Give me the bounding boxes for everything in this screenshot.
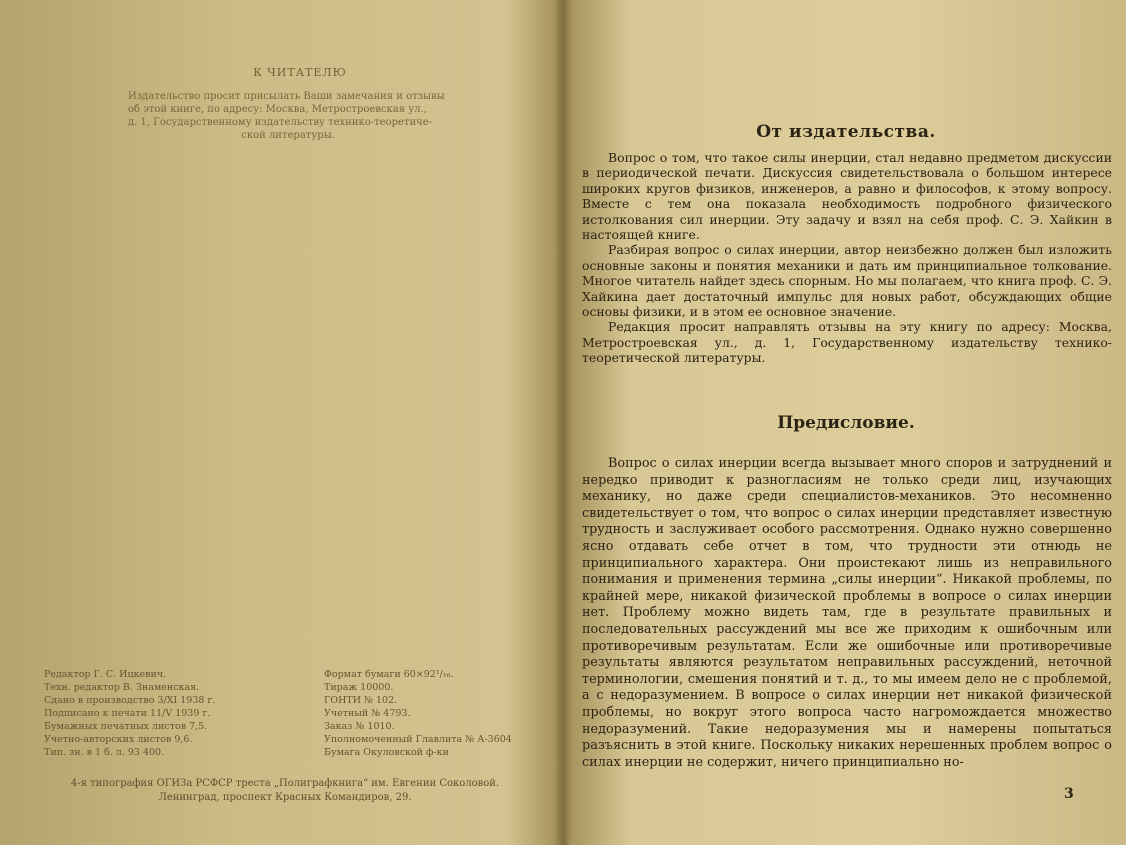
printer-info	[60, 777, 510, 805]
imprint-line: Тираж 10000.	[324, 682, 394, 693]
imprint-line: Учетный № 4793.	[324, 708, 411, 719]
imprint-line: Техн. редактор В. Знаменская.	[44, 682, 200, 693]
imprint-line: ГОНТИ № 102.	[324, 695, 398, 706]
imprint-line: Бумага Окуловской ф-ки	[324, 747, 449, 758]
publisher-paragraph: Вопрос о том, что такое силы инерции, стал недавно предметом дискуссии в периодической печати. Дискуссия свидетельствовала о большом интересе широких кругов физиков, инженеров, а равно и философов, к этому вопросу. Вместе с тем она показала необходимость подробного физического истолкования сил инерции. Эту задачу и взял на себя проф. С. Э. Хайкин в настоящей книге.	[582, 150, 1112, 243]
publisher-paragraph: Редакция просит направлять отзывы на эту книгу по адресу: Москва, Метростроевская ул., д. 1, Государственному издательству технико-теоретической литературы.	[582, 319, 1112, 366]
page-number: 3	[1064, 786, 1074, 802]
left-page	[0, 0, 553, 845]
imprint-line: Заказ № 1010.	[324, 721, 395, 732]
preface-title: Предисловие.	[777, 413, 915, 433]
publisher-note-title: От издательства.	[756, 122, 936, 142]
to-reader-heading: К ЧИТАТЕЛЮ	[253, 66, 347, 79]
imprint-line: Сдано в производство 3/XI 1938 г.	[44, 695, 216, 706]
note-line: ской литературы.	[241, 130, 335, 141]
printer-line: 4-я типография ОГИЗа РСФСР треста „Полиграфкнига“ им. Евгении Соколовой.	[70, 778, 500, 789]
note-line: об этой книге, по адресу: Москва, Метростроевская ул.,	[128, 104, 427, 115]
publisher-paragraph: Разбирая вопрос о силах инерции, автор неизбежно должен был изложить основные законы и понятия механики и дать им принципиальное толкование. Многое читатель найдет здесь спорным. Но мы полагаем, что книга проф. С. Э. Хайкина дает достаточный импульс для новых работ, обсуждающих общие основы физики, и в этом ее основное значение.	[582, 242, 1112, 320]
imprint-line: Редактор Г. С. Ицкевич.	[44, 669, 167, 680]
imprint-line: Бумажных печатных листов 7,5.	[44, 721, 208, 732]
imprint-column-right	[324, 668, 544, 759]
imprint-line: Подписано к печати 11/V 1939 г.	[44, 708, 211, 719]
preface-paragraph: Вопрос о силах инерции всегда вызывает много споров и затруднений и нередко приводит к разногласиям не только среди лиц, изучающих механику, но даже среди специалистов-механиков. Это несомненно свидетельствует о том, что вопрос о силах инерции представляет известную трудность и заслуживает особого рассмотрения. Однако нужно совершенно ясно отдавать себе отчет в том, что трудности эти отнюдь не принципиального характера. Они проистекают лишь из неправильного понимания и применения термина „силы инерции“. Никакой проблемы, по крайней мере, никакой физической проблемы в вопросе о силах инерции нет. Проблему можно видеть там, где в результате правильных и последовательных рассуждений мы все же приходим к ошибочным или противоречивым результатам. Если же ошибочные или противоречивые результаты являются результатом неправильных рассуждений, неточной терминологии, смешения понятий и т. д., то мы имеем дело не с проблемой, а с недоразумением. В вопросе о силах инерции нет никакой физической проблемы, но вокруг этого вопроса часто нагромождается множество недоразумений. Такие недоразумения мы и намерены попытаться разъяснить в этой книге. Поскольку никаких нерешенных проблем вопрос о силах инерции не содержит, ничего принципиально но-	[582, 456, 1112, 770]
printer-line: Ленинград, проспект Красных Командиров, 29.	[158, 792, 412, 803]
publisher-note-body	[582, 150, 1112, 366]
to-reader-note	[128, 90, 448, 142]
imprint-line: Уполномоченный Главлита № А-3604	[324, 734, 512, 745]
imprint-line: Тип. зн. в 1 б. л. 93 400.	[44, 747, 165, 758]
right-page	[556, 0, 1126, 845]
note-line: Издательство просит присылать Ваши замечания и отзывы	[128, 91, 445, 102]
imprint-column-left	[44, 668, 294, 759]
note-line: д. 1, Государственному издательству технико-теоретиче-	[128, 117, 433, 128]
preface-body	[582, 456, 1112, 771]
imprint-line: Формат бумаги 60×92¹/₁₆.	[324, 669, 454, 680]
imprint-line: Учетно-авторских листов 9,6.	[44, 734, 193, 745]
